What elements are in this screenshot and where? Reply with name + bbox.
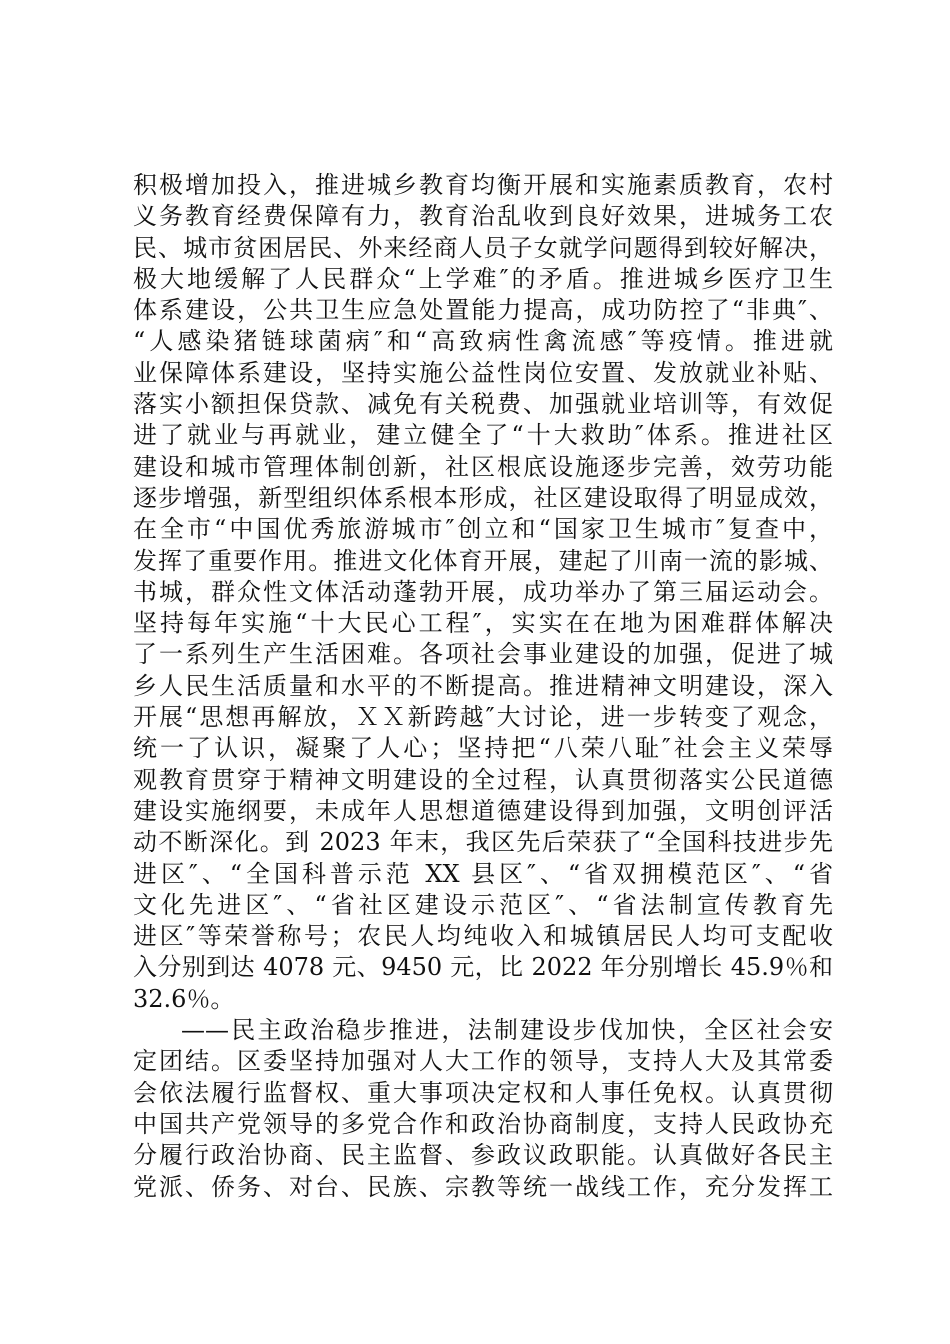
body-text xyxy=(133,170,833,1203)
text-line: 民、城市贫困居民、外来经商人员子女就学问题得到较好解决， xyxy=(133,233,833,262)
text-line: 定团结。区委坚持加强对人大工作的领导，支持人大及其常委 xyxy=(133,1047,833,1076)
text-line: 逐步增强，新型组织体系根本形成，社区建设取得了明显成效， xyxy=(133,483,833,512)
text-line: 32.6％。 xyxy=(133,984,235,1013)
text-line: 观教育贯穿于精神文明建设的全过程，认真贯彻落实公民道德 xyxy=(133,765,833,794)
text-line: 乡人民生活质量和水平的不断提高。推进精神文明建设，深入 xyxy=(133,671,833,700)
text-line: 中国共产党领导的多党合作和政治协商制度，支持人民政协充 xyxy=(133,1109,833,1138)
text-line: 建设实施纲要，未成年人思想道德建设得到加强，文明创评活 xyxy=(133,796,833,825)
text-line: 积极增加投入，推进城乡教育均衡开展和实施素质教育，农村 xyxy=(133,171,833,199)
text-line: 坚持每年实施“十大民心工程″，实实在在地为困难群体解决 xyxy=(133,609,833,638)
text-line: 落实小额担保贷款、减免有关税费、加强就业培训等，有效促 xyxy=(133,390,833,419)
text-line: 会依法履行监督权、重大事项决定权和人事任免权。认真贯彻 xyxy=(133,1078,833,1107)
text-line: 极大地缓解了人民群众“上学难″的矛盾。推进城乡医疗卫生 xyxy=(133,264,833,293)
text-line: 在全市“中国优秀旅游城市″创立和“国家卫生城市″复查中， xyxy=(133,515,833,544)
text-line: “人感染猪链球菌病″和“高致病性禽流感″等疫情。推进就 xyxy=(133,327,833,356)
text-line: 入分别到达 4078 元、9450 元，比 2022 年分别增长 45.9％和 xyxy=(133,953,833,982)
text-line: 进了就业与再就业，建立健全了“十大救助″体系。推进社区 xyxy=(133,421,833,450)
text-line: 了一系列生产生活困难。各项社会事业建设的加强，促进了城 xyxy=(133,640,833,669)
paragraph-start-line: ——民主政治稳步推进，法制建设步伐加快，全区社会安 xyxy=(181,1016,833,1045)
text-line: 进区″等荣誉称号；农民人均纯收入和城镇居民人均可支配收 xyxy=(133,922,833,951)
text-line: 发挥了重要作用。推进文化体育开展，建起了川南一流的影城、 xyxy=(133,546,833,575)
text-line: 统一了认识，凝聚了人心；坚持把“八荣八耻″社会主义荣辱 xyxy=(133,734,833,763)
text-line: 业保障体系建设，坚持实施公益性岗位安置、发放就业补贴、 xyxy=(133,358,833,387)
text-line: 党派、侨务、对台、民族、宗教等统一战线工作，充分发挥工 xyxy=(133,1172,833,1201)
text-line: 建设和城市管理体制创新，社区根底设施逐步完善，效劳功能 xyxy=(133,452,833,481)
text-line: 书城，群众性文体活动蓬勃开展，成功举办了第三届运动会。 xyxy=(133,577,833,606)
text-line: 开展“思想再解放，ＸＸ新跨越″大讨论，进一步转变了观念， xyxy=(133,703,833,732)
text-line: 分履行政治协商、民主监督、参政议政职能。认真做好各民主 xyxy=(133,1141,833,1170)
text-line: 动不断深化。到 2023 年末，我区先后荣获了“全国科技进步先 xyxy=(133,828,833,857)
text-line: 文化先进区″、“省社区建设示范区″、“省法制宣传教育先 xyxy=(133,890,833,919)
text-line: 进区″、“全国科普示范 XX 县区″、“省双拥模范区″、“省 xyxy=(133,859,833,888)
text-line: 体系建设，公共卫生应急处置能力提高，成功防控了“非典″、 xyxy=(133,296,833,325)
text-line: 义务教育经费保障有力，教育治乱收到良好效果，进城务工农 xyxy=(133,202,833,231)
